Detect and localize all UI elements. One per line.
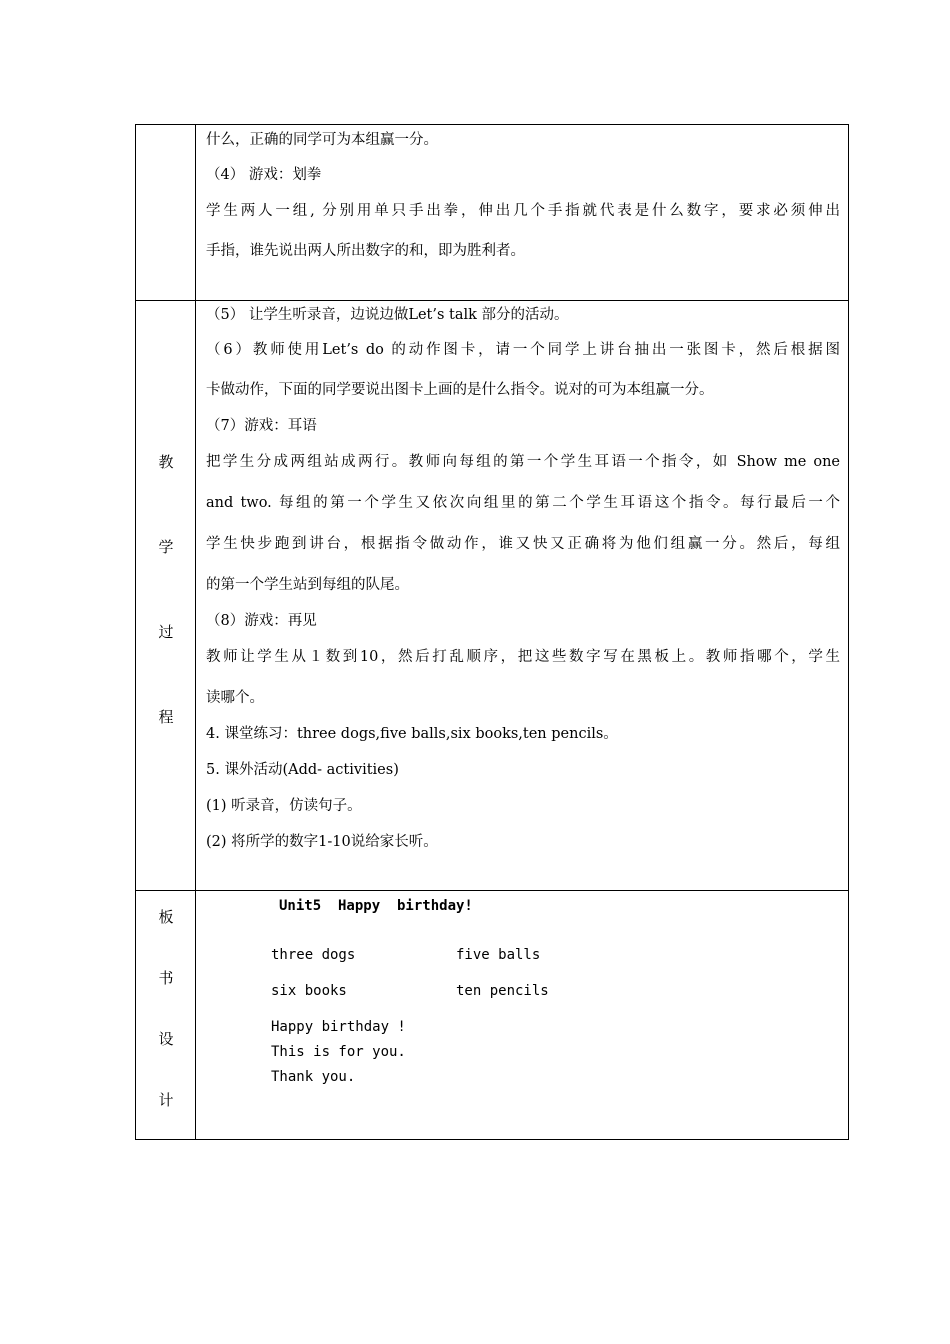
table-row-continuation [136, 125, 848, 301]
board-item: five balls [456, 947, 541, 963]
row-content-cell [196, 891, 848, 1139]
board-item: six books [271, 983, 347, 999]
text-line: (2) 将所学的数字1-10说给家长听。 [206, 834, 438, 850]
text-line: （6）教师使用Let’s do 的动作图卡，请一个同学上讲台抽出一张图卡，然后根据图 [206, 342, 840, 358]
text-line: 学生两人一组, 分别用单只手出拳，伸出几个手指就代表是什么数字，要求必须伸出 [206, 203, 840, 219]
text-line: 教师让学生从１数到10，然后打乱顺序，把这些数字写在黑板上。教师指哪个，学生 [206, 649, 840, 665]
label-char: 设 [158, 1030, 174, 1048]
board-phrase: This is for you. [271, 1044, 406, 1060]
text-line: 手指，谁先说出两人所出数字的和，即为胜利者。 [206, 243, 525, 259]
text-line: （4） 游戏：划拳 [206, 167, 322, 183]
label-char: 过 [158, 623, 174, 641]
text-line: 把学生分成两组站成两行。教师向每组的第一个学生耳语一个指令，如 Show me one [206, 454, 840, 470]
board-item: three dogs [271, 947, 356, 963]
label-char: 书 [158, 969, 174, 987]
board-title: Unit5 Happy birthday! [279, 898, 473, 914]
text-line: 读哪个。 [206, 690, 264, 706]
text-line: and two. 每组的第一个学生又依次向组里的第二个学生耳语这个指令。每行最后一个 [206, 495, 840, 511]
table-row-blackboard-design [136, 891, 848, 1139]
row-label-cell [136, 301, 196, 890]
board-phrase: Happy birthday ! [271, 1019, 406, 1035]
table-row-teaching-process [136, 301, 848, 891]
row-content-cell [196, 125, 848, 300]
text-line: 卡做动作，下面的同学要说出图卡上画的是什么指令。说对的可为本组赢一分。 [206, 382, 714, 398]
board-item: ten pencils [456, 983, 549, 999]
lesson-plan-table [135, 124, 849, 1140]
label-char: 学 [158, 538, 174, 556]
text-line: （8）游戏：再见 [206, 613, 317, 629]
label-char: 计 [158, 1091, 174, 1109]
row-content-cell [196, 301, 848, 890]
text-line: 4. 课堂练习：three dogs,five balls,six books,ten pencils。 [206, 726, 618, 742]
board-phrase: Thank you. [271, 1069, 356, 1085]
row-label-cell [136, 891, 196, 1139]
text-line: （5） 让学生听录音，边说边做Let’s talk 部分的活动。 [206, 307, 569, 323]
text-line: 什么，正确的同学可为本组赢一分。 [206, 132, 438, 148]
text-line: 学生快步跑到讲台，根据指令做动作，谁又快又正确将为他们组赢一分。然后，每组 [206, 536, 840, 552]
label-char: 板 [158, 908, 174, 926]
text-line: 的第一个学生站到每组的队尾。 [206, 577, 409, 593]
row-label-cell [136, 125, 196, 300]
label-char: 教 [158, 453, 174, 471]
text-line: （7）游戏：耳语 [206, 418, 317, 434]
label-char: 程 [158, 708, 174, 726]
text-line: (1) 听录音，仿读句子。 [206, 798, 362, 814]
text-line: 5. 课外活动(Add- activities) [206, 762, 399, 778]
